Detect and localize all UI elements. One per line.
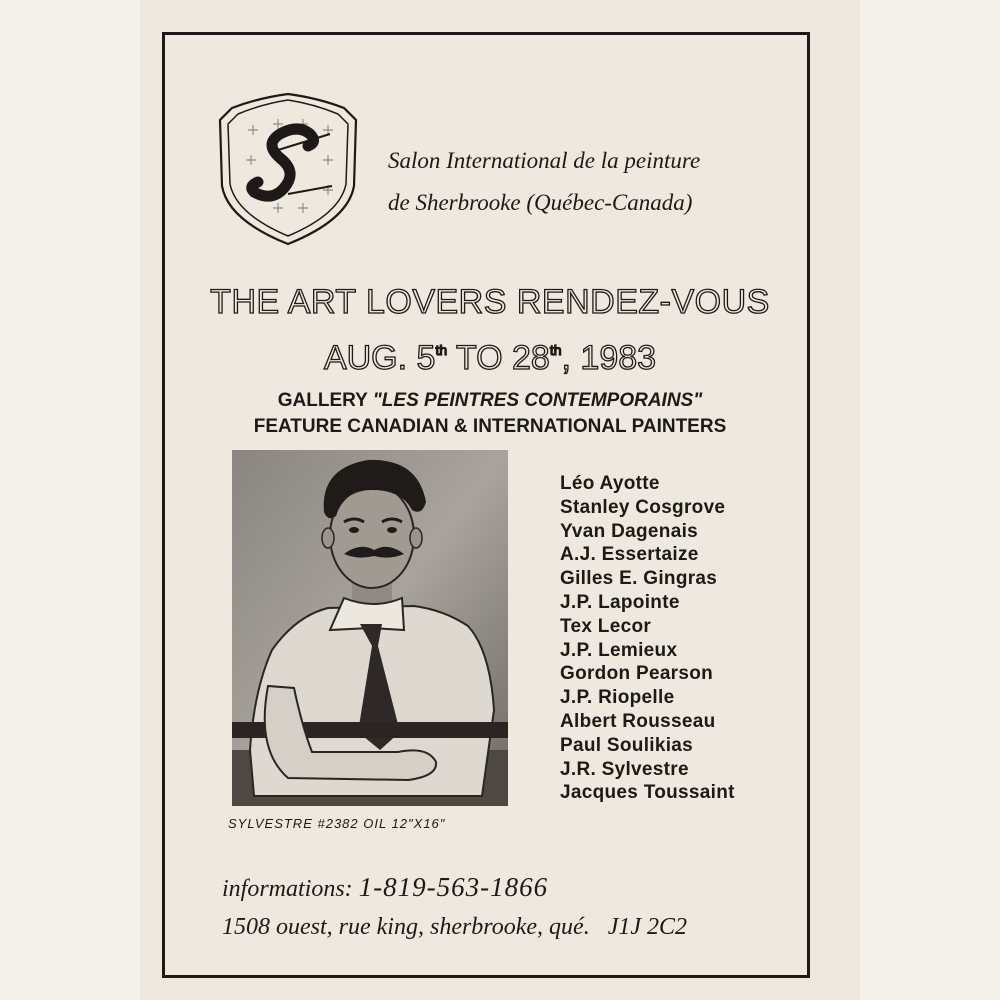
artist-item: Jacques Toussaint: [560, 782, 735, 804]
artist-item: Tex Lecor: [560, 615, 652, 637]
artist-item: Stanley Cosgrove: [560, 496, 726, 518]
contact-address-line: [222, 908, 802, 946]
gallery-name-line: GALLERY "LES PEINTRES CONTEMPORAINS": [277, 390, 703, 411]
contact-address: 1508 ouest, rue king, sherbrooke, qué.: [222, 914, 590, 940]
artist-item: Léo Ayotte: [560, 473, 660, 494]
painting-image: [232, 450, 508, 806]
artist-item: J.P. Lapointe: [560, 591, 680, 613]
artist-item: J.P. Lemieux: [560, 639, 678, 661]
artist-item: Gordon Pearson: [560, 663, 714, 685]
artist-item: Yvan Dagenais: [560, 520, 699, 542]
gallery-heading: [170, 388, 810, 440]
event-dates: AUG. 5th TO 28th, 1983: [323, 339, 657, 377]
salon-title-line1: Salon International de la peinture: [388, 148, 701, 173]
artist-item: Gilles E. Gingras: [560, 568, 718, 590]
contact-phone-line: [222, 868, 802, 908]
artist-item: Albert Rousseau: [560, 710, 716, 732]
painting-caption: SYLVESTRE #2382 OIL 12"X16": [228, 816, 446, 831]
contact-phone: 1-819-563-1866: [358, 872, 549, 902]
salon-title-line2: de Sherbrooke (Québec-Canada): [388, 190, 693, 215]
contact-postal: J1J 2C2: [607, 914, 688, 940]
artist-list: [560, 472, 800, 805]
artist-item: J.P. Riopelle: [560, 687, 675, 709]
artist-item: A.J. Essertaize: [560, 544, 699, 566]
contact-label: informations:: [222, 876, 353, 902]
contact-info: [222, 868, 802, 946]
artist-item: J.R. Sylvestre: [560, 758, 689, 780]
salon-title: [388, 140, 808, 224]
event-title: THE ART LOVERS RENDEZ-VOUS: [210, 283, 770, 321]
shield-logo: [218, 90, 358, 248]
artist-item: Paul Soulikias: [560, 734, 694, 756]
gallery-feature-line: FEATURE CANADIAN & INTERNATIONAL PAINTERS: [253, 416, 727, 437]
